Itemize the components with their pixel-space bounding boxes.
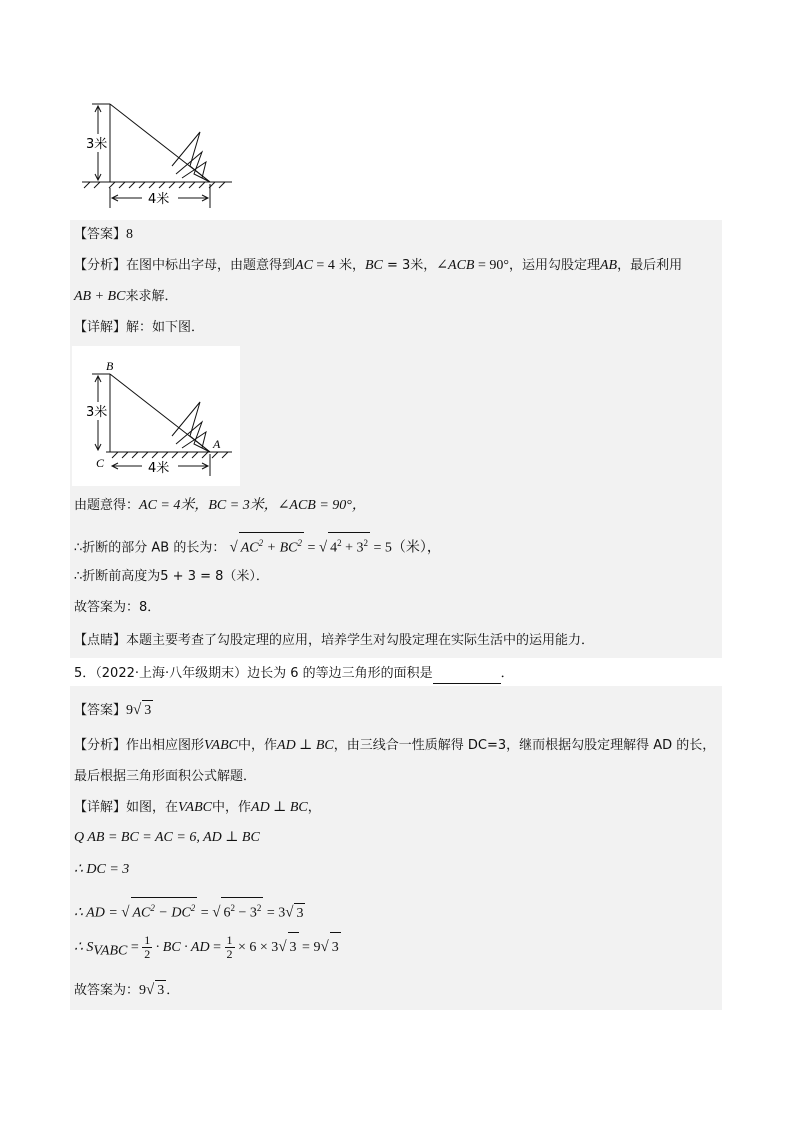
q5-step3: ∴ AD = √ $AC^2 - DC^2$ = √ $6^2 - 3^2 = 3√$ 3	[74, 897, 305, 924]
detail-tag: 【详解】	[74, 320, 127, 335]
width-label: 4米	[148, 192, 170, 207]
q4-broken-line: ∴折断的部分 AB 的长为： √ $AC^2 + BC^2$ = √ $4^2 + 3^2 = 5$（米），	[74, 532, 441, 559]
math-eq4: = 4	[312, 258, 335, 273]
detail-text: 解：如下图．	[126, 320, 205, 335]
q5-question-line	[74, 664, 514, 684]
analysis-text: 作出相应图形	[126, 738, 205, 753]
point-b-label: B	[106, 359, 114, 373]
unit-text: 米，	[334, 258, 365, 273]
answer-radicand: 3	[142, 700, 153, 721]
analysis-text: 在图中标出字母，由题意得到	[126, 258, 296, 273]
sqrt-symbol: √	[320, 939, 329, 955]
sqrt-4-3: $4^2 + 3^2$	[328, 532, 370, 559]
analysis-text: ，由三线合一性质解得 DC=3，继而根据勾股定理解得 AD 的长，	[333, 738, 716, 753]
step4-subscript: VABC	[93, 943, 128, 959]
q5-analysis-line1	[74, 736, 715, 756]
ground-hatch	[112, 452, 228, 458]
analysis-tag: 【分析】	[74, 258, 127, 273]
q4-given-line	[74, 496, 366, 516]
sqrt-symbol: √	[318, 539, 328, 556]
math-ab-plus-bc: AB + BC	[74, 289, 126, 304]
q4-analysis-line1	[74, 256, 682, 276]
sqrt-ac2-bc2: $AC^2 + BC^2$	[239, 532, 304, 559]
q5-step2	[74, 860, 129, 880]
sqrt-symbol: √	[121, 904, 130, 921]
final-coef: 9	[139, 983, 147, 998]
sqrt-3: 3	[294, 903, 305, 924]
analysis-text: ，最后利用	[617, 258, 683, 273]
question-text: 5．（2022·上海·八年级期末）边长为 6 的等边三角形的面积是	[74, 666, 433, 681]
q4-analysis-line2	[74, 287, 177, 307]
sqrt-ac2-dc2: $AC^2 - DC^2$	[131, 897, 198, 924]
detail-text: 中，作	[212, 800, 252, 815]
q4-comment-line	[74, 631, 594, 651]
math-eq3: = 3米，	[382, 258, 437, 273]
answer-blank	[433, 669, 501, 684]
q4-answer-line	[74, 225, 133, 245]
detail-text: 如图，在	[126, 800, 179, 815]
q4-final-line	[74, 598, 160, 618]
analysis-text: 中，作	[238, 738, 278, 753]
answer-tag: 【答案】	[74, 703, 127, 718]
height-result: ∴折断前高度为5 + 3 = 8（米）．	[74, 569, 269, 584]
step1-math: Q AB = BC = AC = 6, AD ⊥ BC	[74, 830, 260, 845]
analysis-text: ，运用勾股定理	[508, 258, 600, 273]
comment-tag: 【点睛】	[74, 633, 127, 648]
fraction-half: $\frac{1}{2}$	[144, 933, 151, 961]
math-bc: BC	[364, 258, 383, 273]
sqrt-symbol: √	[212, 904, 221, 921]
sqrt-symbol: √	[229, 539, 238, 556]
fraction-half: $\frac{1}{2}$	[226, 933, 233, 961]
comment-text: 本题主要考查了勾股定理的应用，培养学生对勾股定理在实际生活中的运用能力．	[126, 633, 595, 648]
given-math: AC = 4米，BC = 3米，∠ACB = 90°，	[139, 498, 366, 513]
q5-step1	[74, 828, 260, 848]
point-a-label: A	[213, 437, 221, 451]
ground-hatch	[84, 182, 225, 188]
question-suffix: ．	[500, 666, 514, 681]
width-label: 4米	[148, 461, 170, 476]
math-eq90: = 90°	[474, 258, 509, 273]
height-label: 3米	[86, 405, 108, 420]
final-suffix: ．	[166, 983, 180, 998]
step4-prefix: ∴ S	[74, 940, 94, 955]
broken-result: = 5（米），	[370, 540, 441, 556]
math-ab: AB	[599, 258, 618, 273]
step3-prefix: ∴ AD =	[74, 905, 122, 921]
sqrt-symbol: √	[278, 939, 287, 955]
sqrt-3: 3	[288, 932, 299, 963]
figure-tree-diagram-1	[70, 96, 240, 214]
point-c-label: C	[96, 456, 105, 470]
detail-tag: 【详解】	[74, 800, 127, 815]
analysis-text: 最后根据三角形面积公式解题．	[74, 769, 257, 784]
math-triangle: VABC	[178, 800, 212, 815]
math-perp: AD ⊥ BC	[251, 800, 308, 815]
answer-tag: 【答案】	[74, 227, 127, 242]
final-answer: 故答案为：8．	[74, 600, 161, 615]
sqrt-symbol: √	[285, 904, 294, 921]
q4-height-line	[74, 567, 269, 587]
answer-coef: 9	[126, 703, 134, 718]
q5-answer-line	[74, 700, 153, 721]
q5-analysis-line2	[74, 767, 256, 787]
detail-text: ，	[307, 800, 321, 815]
q5-final-line	[74, 980, 179, 1001]
analysis-text: 来求解．	[125, 289, 178, 304]
sqrt-3: 3	[330, 932, 341, 963]
height-label: 3米	[86, 137, 108, 152]
math-ac: AC	[295, 258, 313, 273]
math-angle: ∠ACB	[436, 258, 475, 273]
final-prefix: 故答案为：	[74, 983, 140, 998]
step2-math: ∴ DC = 3	[74, 862, 130, 877]
sqrt-6-3: $6^2 - 3^2$	[221, 897, 263, 924]
answer-value: 8	[126, 227, 134, 242]
final-radicand: 3	[155, 980, 166, 1001]
analysis-tag: 【分析】	[74, 738, 127, 753]
sqrt-symbol: √	[133, 702, 142, 718]
figure-tree-diagram-2	[70, 356, 240, 482]
sqrt-symbol: √	[146, 982, 155, 998]
q5-detail-line	[74, 798, 321, 818]
math-triangle: VABC	[204, 738, 238, 753]
math-perp: AD ⊥ BC	[277, 738, 334, 753]
q5-step4: ∴ $S_{VABC}$ = $\frac{1}{2}$ · BC · AD = $\frac{1}{2}$ × 6 × 3√ 3 = 9√ 3	[74, 933, 339, 961]
q4-detail-line	[74, 318, 204, 338]
broken-prefix: ∴折断的部分 AB 的长为：	[74, 540, 226, 556]
answer-band-q4	[70, 220, 722, 1010]
given-prefix: 由题意得：	[74, 498, 140, 513]
